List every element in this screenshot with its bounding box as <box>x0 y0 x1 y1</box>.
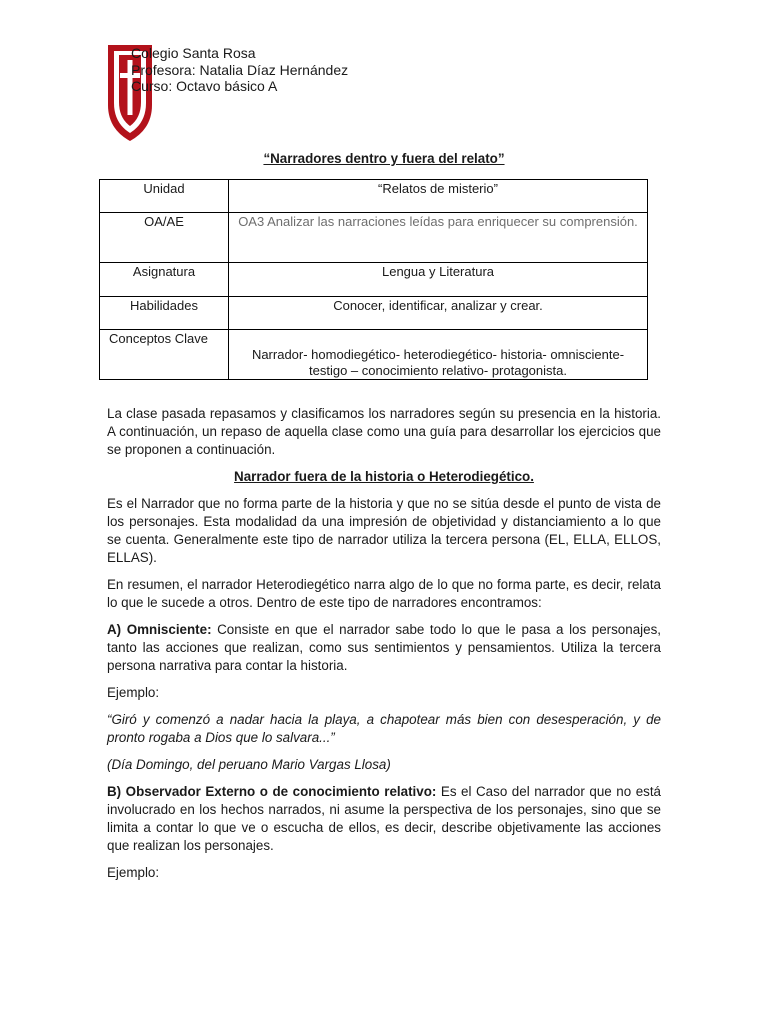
omniscient-paragraph <box>107 621 661 675</box>
row-value-unidad: “Relatos de misterio” <box>229 180 648 213</box>
observer-text: Es el Caso del narrador que no está involucrado en los hechos narrados, ni asume la perspectiva de los personajes, sino que se limita a contar lo que ve o escucha de ellos, es decir, describe objetivamente las acciones que realizan los personajes. <box>107 784 661 853</box>
omniscient-text: Consiste en que el narrador sabe todo lo que le pasa a los personajes, tanto las acciones que realizan, como sus sentimientos y pensamientos. Utiliza la tercera persona narrativa para contar la historia. <box>107 622 661 673</box>
row-value-habilidades: Conocer, identificar, analizar y crear. <box>229 297 648 330</box>
table-row <box>100 213 648 263</box>
row-label-habilidades: Habilidades <box>100 297 229 330</box>
section-title: Narrador fuera de la historia o Heterodiegético. <box>234 469 534 484</box>
summary-paragraph: En resumen, el narrador Heterodiegético narra algo de lo que no forma parte, es decir, relata lo que le sucede a otros. Dentro de este tipo de narradores encontramos: <box>107 577 661 610</box>
intro-paragraph: La clase pasada repasamos y clasificamos los narradores según su presencia en la historia. A continuación, un repaso de aquella clase como una guía para desarrollar los ejercicios que se proponen a continuación. <box>107 406 661 457</box>
teacher-name: Profesora: Natalia Díaz Hernández <box>131 61 349 78</box>
table-row <box>100 297 648 330</box>
row-value-oa: OA3 Analizar las narraciones leídas para enriquecer su comprensión. <box>229 213 648 263</box>
example-source: (Día Domingo, del peruano Mario Vargas Llosa) <box>107 757 391 772</box>
table-row <box>100 180 648 213</box>
row-label-conceptos: Conceptos Clave <box>100 330 229 380</box>
document-title: “Narradores dentro y fuera del relato” <box>263 151 505 166</box>
example-label: Ejemplo: <box>107 865 160 880</box>
school-header <box>106 43 406 143</box>
example-label: Ejemplo: <box>107 685 160 700</box>
observer-label: B) Observador Externo o de conocimiento relativo: <box>107 784 437 799</box>
example-quote: “Giró y comenzó a nadar hacia la playa, a chapotear más bien con desesperación, y de pronto rogaba a Dios que lo salvara...” <box>107 712 661 745</box>
row-value-conceptos: Narrador- homodiegético- heterodiegético- historia- omnisciente- testigo – conocimiento relativo- protagonista. <box>229 330 648 380</box>
observer-paragraph <box>107 783 661 855</box>
row-label-asignatura: Asignatura <box>100 263 229 297</box>
heterodiegetic-paragraph: Es el Narrador que no forma parte de la historia y que no se sitúa desde el punto de vista de los personajes. Esta modalidad da una impresión de objetividad y distanciamiento a lo que se cuenta. Generalmente este tipo de narrador utiliza la tercera persona (EL, ELLA, ELLOS, ELLAS). <box>107 496 661 565</box>
omniscient-label: A) Omnisciente: <box>107 622 212 637</box>
body-content <box>107 405 661 882</box>
row-value-asignatura: Lengua y Literatura <box>229 263 648 297</box>
row-label-unidad: Unidad <box>100 180 229 213</box>
table-row <box>100 263 648 297</box>
course-name: Curso: Octavo básico A <box>131 78 278 94</box>
info-table <box>99 179 648 380</box>
row-label-oa: OA/AE <box>100 213 229 263</box>
school-name: Colegio Santa Rosa <box>131 45 256 61</box>
table-row <box>100 330 648 380</box>
